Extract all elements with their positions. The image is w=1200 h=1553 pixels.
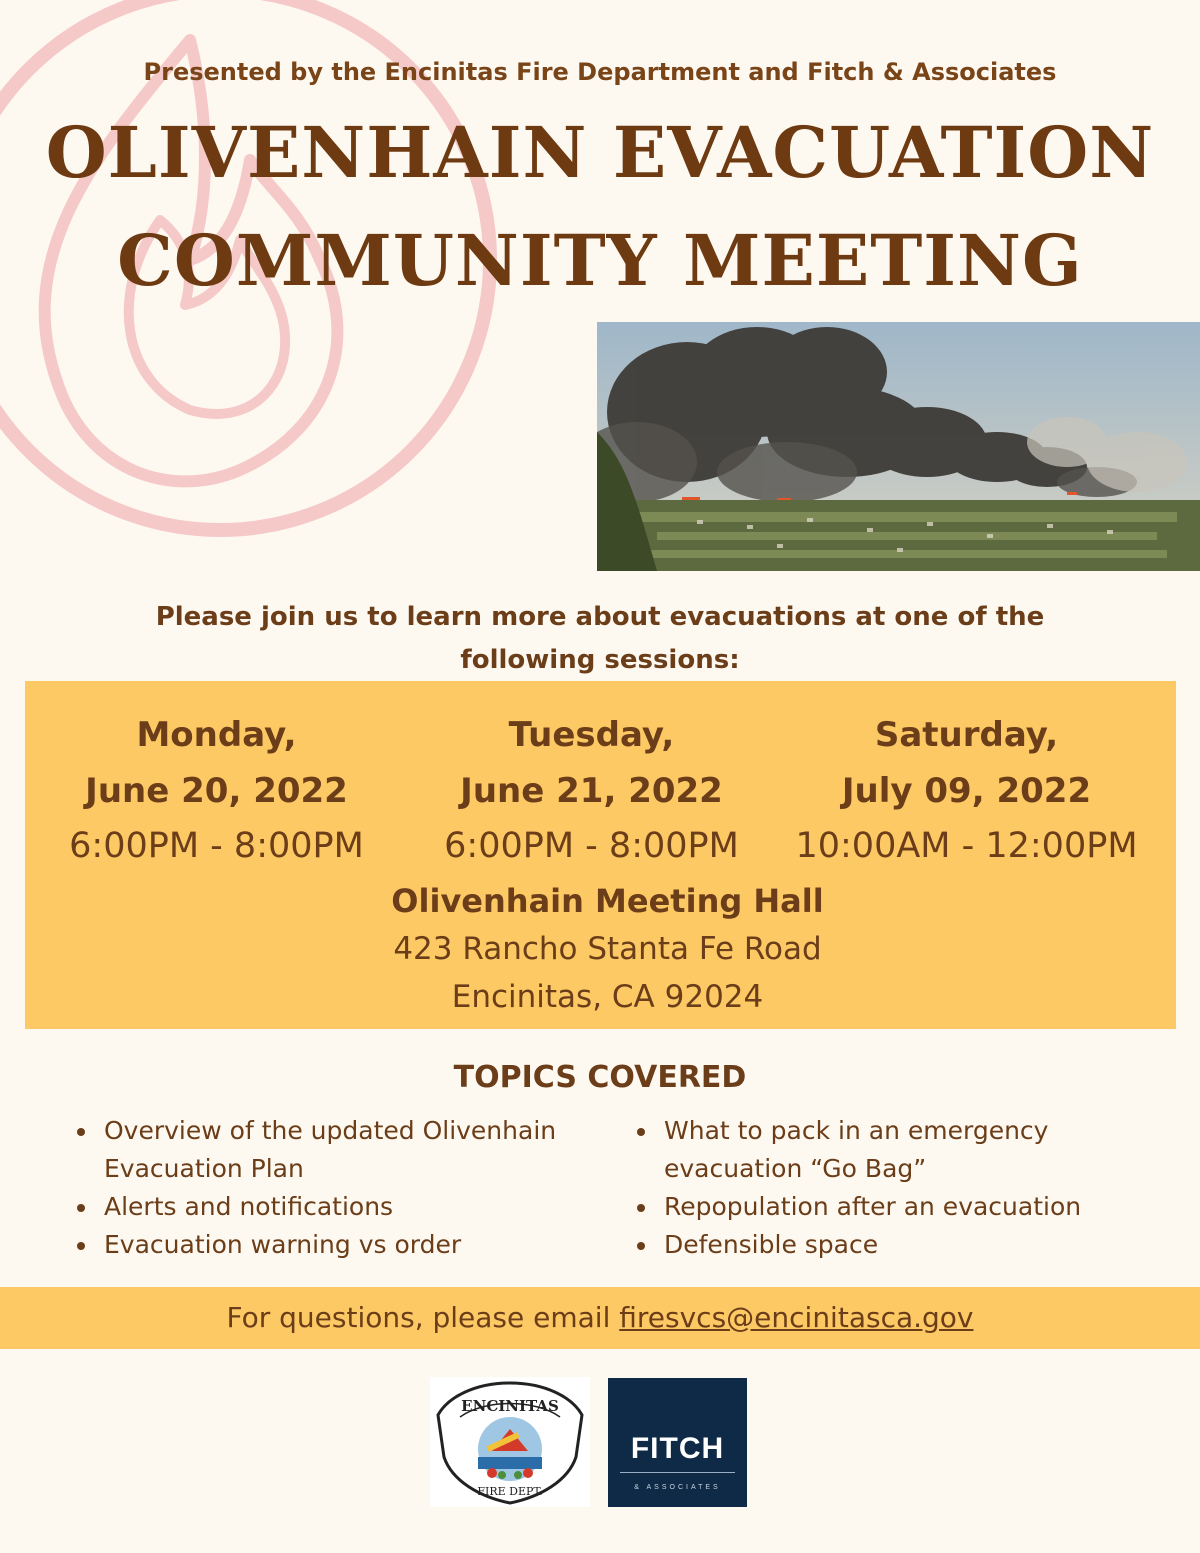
session-date: June 21, 2022 [460, 771, 723, 811]
session-saturday [775, 707, 1158, 873]
session-time: 10:00AM - 12:00PM [795, 826, 1138, 866]
list-item: Repopulation after an evacuation [635, 1188, 1175, 1226]
contact-prefix: For questions, please email [226, 1301, 620, 1334]
contact-bar [0, 1287, 1200, 1349]
fitch-logo-subtitle: & ASSOCIATES [634, 1484, 721, 1491]
encinitas-badge-top-text: ENCINITAS [461, 1397, 559, 1415]
contact-email-link[interactable]: firesvcs@encinitasca.gov [619, 1301, 974, 1334]
fitch-logo-divider [620, 1472, 735, 1473]
session-day: Monday, [136, 715, 297, 755]
presented-by-text: Presented by the Encinitas Fire Department and Fitch & Associates [143, 58, 1057, 86]
page-title-line-2: COMMUNITY MEETING [117, 219, 1083, 302]
venue-address-line-2: Encinitas, CA 92024 [451, 979, 764, 1015]
list-item: Evacuation warning vs order [75, 1226, 595, 1264]
encinitas-badge-bottom-text: FIRE DEPT. [477, 1485, 543, 1498]
list-item: Overview of the updated Olivenhain Evacuation Plan [75, 1112, 595, 1188]
topics-list-left [75, 1112, 595, 1264]
fitch-associates-logo [608, 1378, 747, 1507]
session-day: Tuesday, [508, 715, 675, 755]
session-date: July 09, 2022 [841, 771, 1092, 811]
session-monday [25, 707, 408, 873]
fitch-logo-name: FITCH [630, 1432, 725, 1465]
venue-block [25, 877, 1190, 1021]
encinitas-fire-dept-logo [430, 1377, 590, 1507]
session-day: Saturday, [874, 715, 1059, 755]
session-date: June 20, 2022 [85, 771, 348, 811]
session-tuesday [400, 707, 783, 873]
sessions-panel [25, 681, 1176, 1029]
list-item: Defensible space [635, 1226, 1175, 1264]
list-item: Alerts and notifications [75, 1188, 595, 1226]
topics-list-right [635, 1112, 1175, 1264]
wildfire-photo [597, 322, 1200, 571]
join-invitation-text: Please join us to learn more about evacuations at one of the following sessions: [155, 602, 1045, 675]
venue-address-line-1: 423 Rancho Stanta Fe Road [393, 931, 822, 967]
list-item: What to pack in an emergency evacuation “Go Bag” [635, 1112, 1175, 1188]
page-title-line-1: OLIVENHAIN EVACUATION [45, 111, 1155, 194]
session-time: 6:00PM - 8:00PM [444, 826, 739, 866]
topics-heading: TOPICS COVERED [453, 1060, 747, 1095]
session-time: 6:00PM - 8:00PM [69, 826, 364, 866]
venue-name: Olivenhain Meeting Hall [391, 882, 824, 920]
